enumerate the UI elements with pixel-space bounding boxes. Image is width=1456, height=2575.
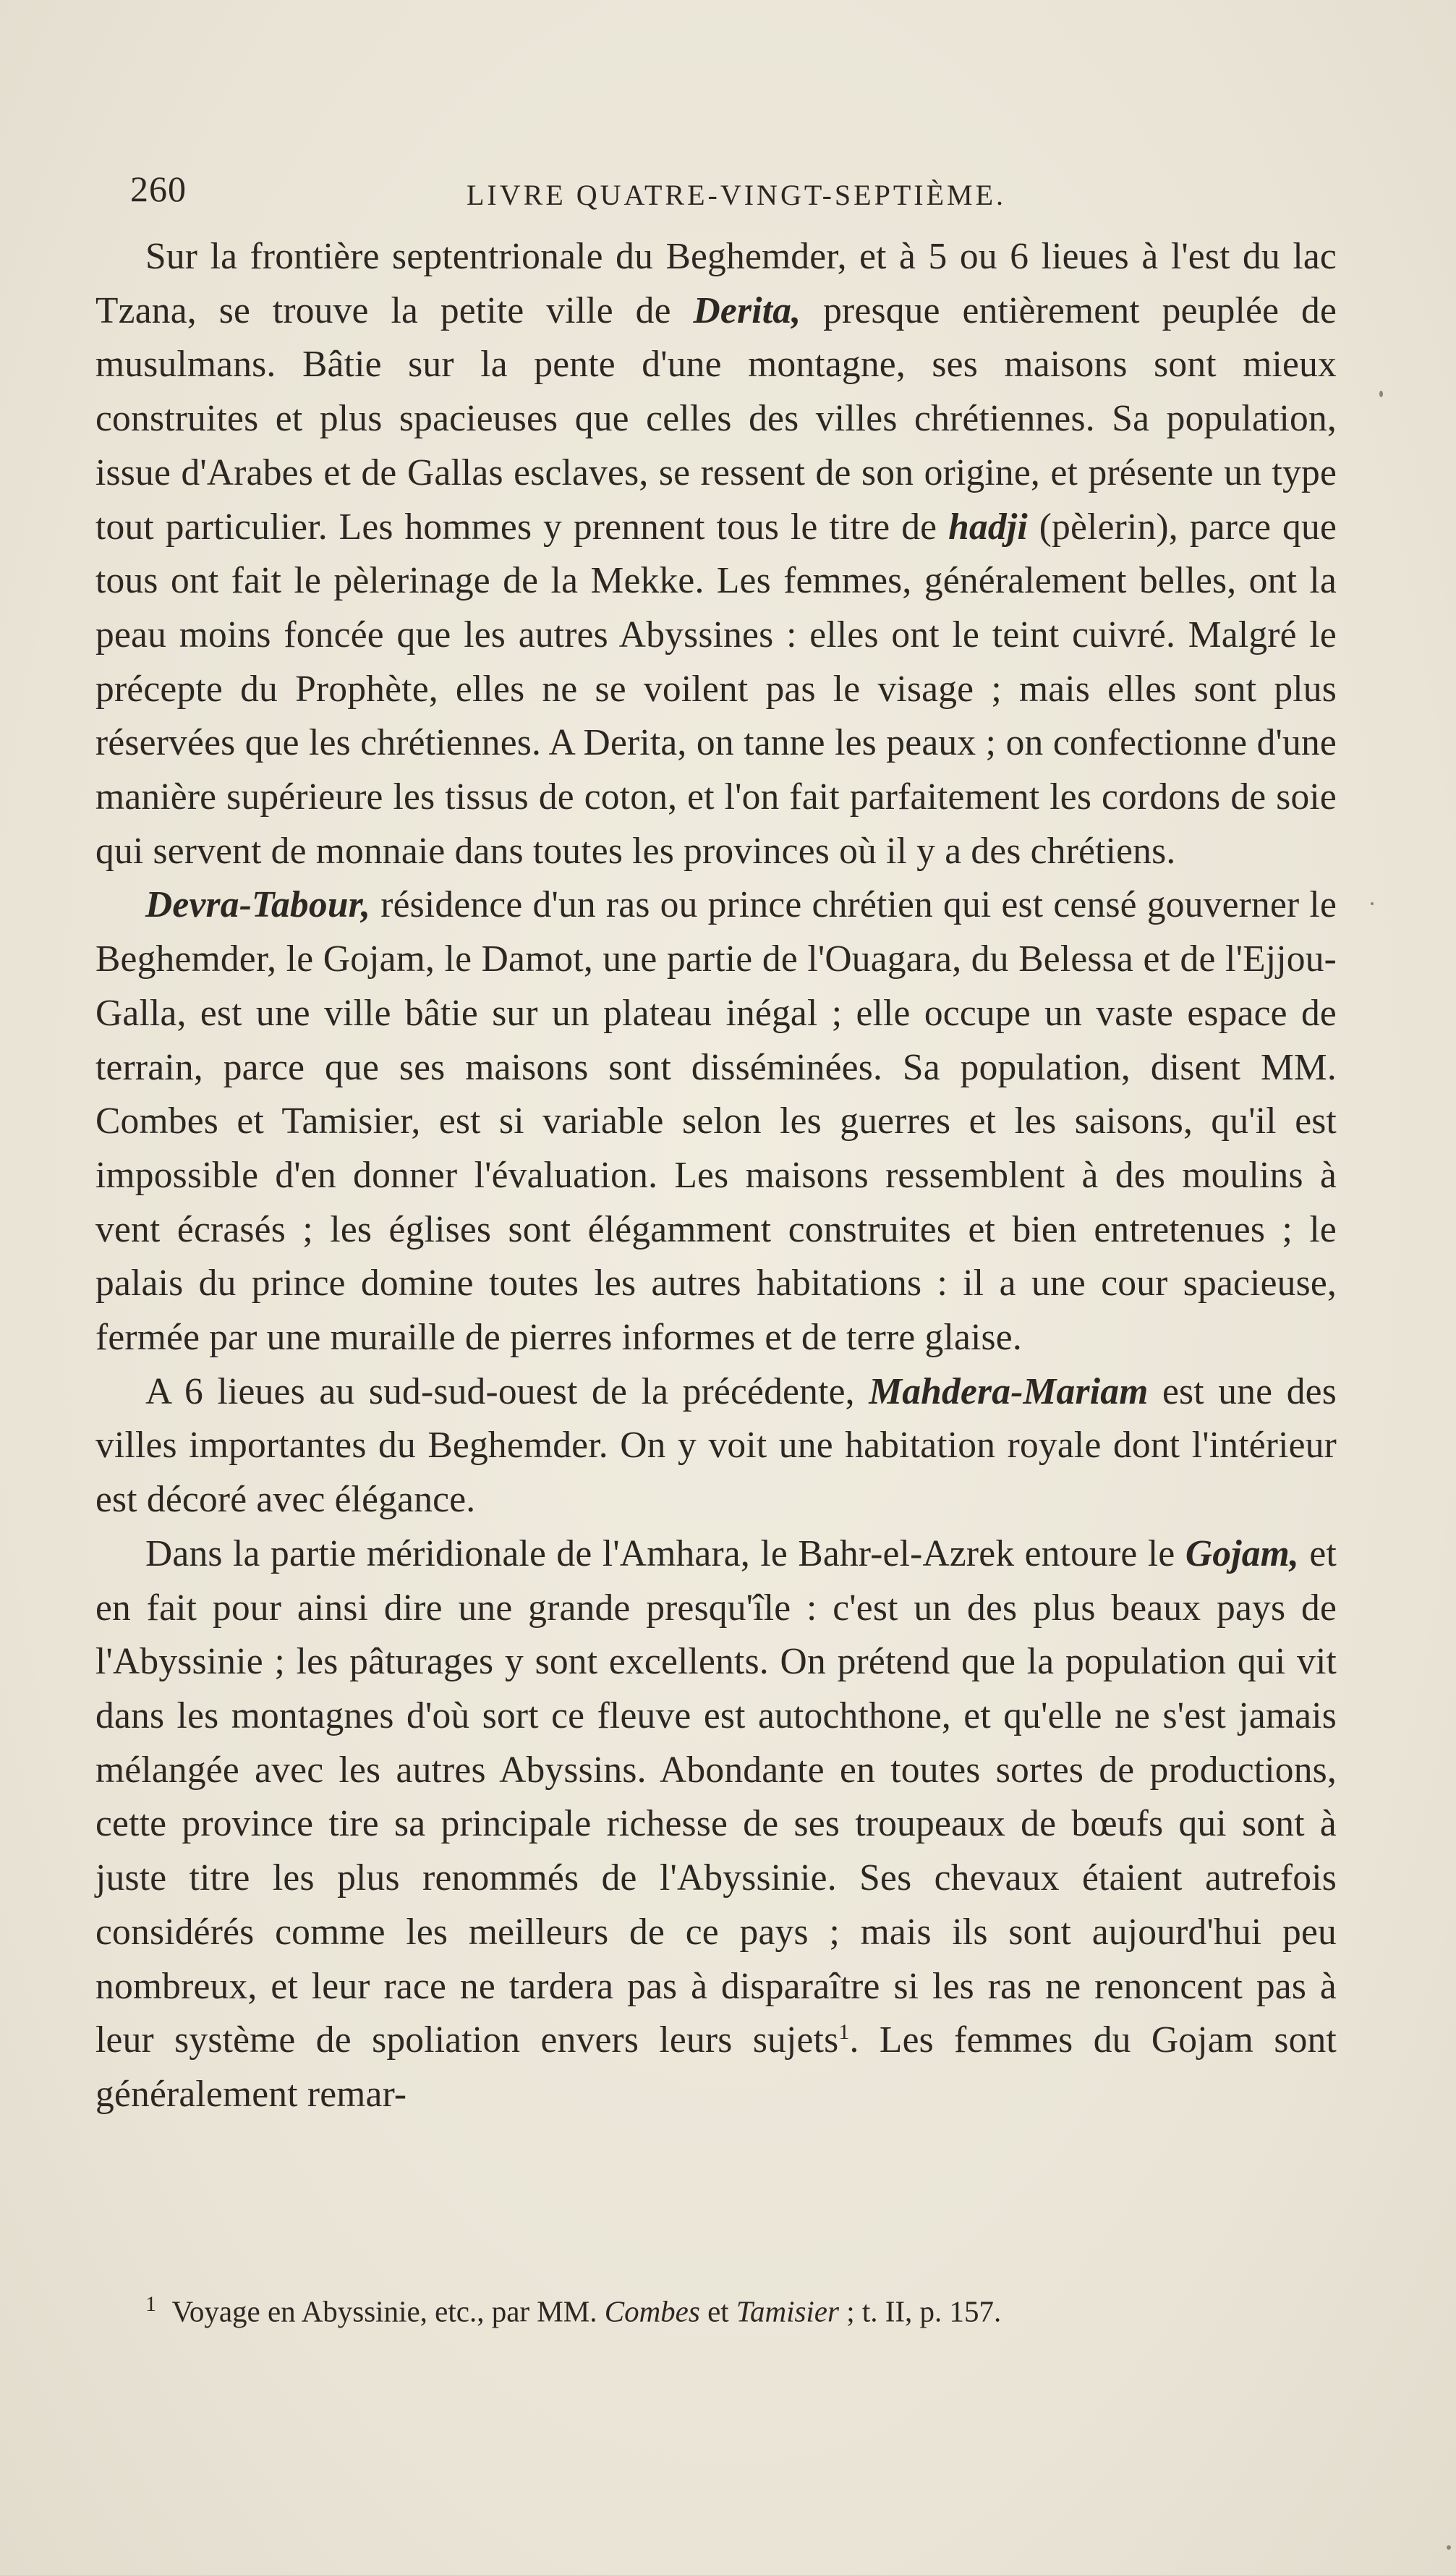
place-name-derita: Derita, bbox=[693, 289, 801, 331]
page-number: 260 bbox=[130, 169, 187, 209]
page-header bbox=[130, 168, 1374, 219]
paragraph-mahdera-mariam: A 6 lieues au sud-sud-ouest de la précédente, Mahdera-Mariam est une des villes importantes du Beghemder. On y voit une habitation royale dont l'intérieur est décoré avec élégance. bbox=[95, 1370, 1337, 1521]
paper-speck bbox=[1371, 902, 1374, 905]
paper-speck bbox=[1447, 2545, 1451, 2550]
place-name-mahdera-mariam: Mahdera-Mariam bbox=[869, 1370, 1149, 1412]
paragraph-gojam: Dans la partie méridionale de l'Amhara, le Bahr-el-Azrek entoure le Gojam, et en fait pour ainsi dire une grande presqu'île : c'est un des plus beaux pays de l'Abyssinie ; les pâturages y sont excellents. On prétend que la population qui vit dans les montagnes d'où sort ce fleuve est autochthone, et qu'elle ne s'est jamais mélangée avec les autres Abyssins. Abondante en toutes sortes de productions, cette province tire sa principale richesse de ses troupeaux de bœufs qui sont à juste titre les plus renommés de l'Abyssinie. Ses chevaux étaient autrefois considérés comme les meilleurs de ce pays ; mais ils sont aujourd'hui peu nombreux, et leur race ne tardera pas à disparaître si les ras ne renoncent pas à leur système de spoliation envers leurs sujets$^1$. Les femmes du Gojam sont généralement remar- bbox=[95, 1532, 1337, 2115]
place-name-devra-tabour: Devra-Tabour, bbox=[145, 884, 371, 926]
body-text bbox=[95, 230, 1337, 2122]
footnote-reference: 1 bbox=[838, 2020, 850, 2045]
paragraph-devra-tabour: Devra-Tabour, résidence d'un ras ou prince chrétien qui est censé gouverner le Beghemder, le Gojam, le Damot, une partie de l'Ouagara, du Belessa et de l'Ejjou-Galla, est une ville bâtie sur un plateau inégal ; elle occupe un vaste espace de terrain, parce que ses maisons sont disséminées. Sa population, disent MM. Combes et Tamisier, est si variable selon les guerres et les saisons, qu'il est impossible d'en donner l'évaluation. Les maisons ressemblent à des moulins à vent écrasés ; les églises sont élégamment construites et bien entretenues ; le palais du prince domine toutes les autres habitations : il a une cour spacieuse, fermée par une muraille de pierres informes et de terre glaise. bbox=[95, 884, 1337, 1359]
term-hadji: hadji bbox=[948, 506, 1028, 548]
paragraph-derita: Sur la frontière septentrionale du Beghemder, et à 5 ou 6 lieues à l'est du lac Tzana, se trouve la petite ville de Derita, presque entièrement peuplée de musulmans. Bâtie sur la pente d'une montagne, ses maisons sont mieux construites et plus spacieuses que celles des villes chrétiennes. Sa population, issue d'Arabes et de Gallas esclaves, se ressent de son origine, et présente un type tout particulier. Les hommes y prennent tous le titre de hadji (pèlerin), parce que tous ont fait le pèlerinage de la Mekke. Les femmes, généralement belles, ont la peau moins foncée que les autres Abyssines : elles ont le teint cuivré. Malgré le précepte du Prophète, elles ne se voilent pas le visage ; mais elles sont plus réservées que les chrétiennes. A Derita, on tanne les peaux ; on confectionne d'une manière supérieure les tissus de coton, et l'on fait parfaitement les cordons de soie qui servent de monnaie dans toutes les provinces où il y a des chrétiens. bbox=[95, 236, 1337, 872]
footnote-marker: 1 bbox=[145, 2292, 156, 2316]
place-name-gojam: Gojam, bbox=[1185, 1532, 1300, 1574]
running-title: LIVRE QUATRE-VINGT-SEPTIÈME. bbox=[467, 179, 1007, 211]
paper-speck bbox=[1379, 391, 1383, 397]
footnote: $^1$ Voyage en Abyssinie, etc., par MM. Combes et Tamisier ; t. II, p. 157. bbox=[145, 2292, 1002, 2328]
